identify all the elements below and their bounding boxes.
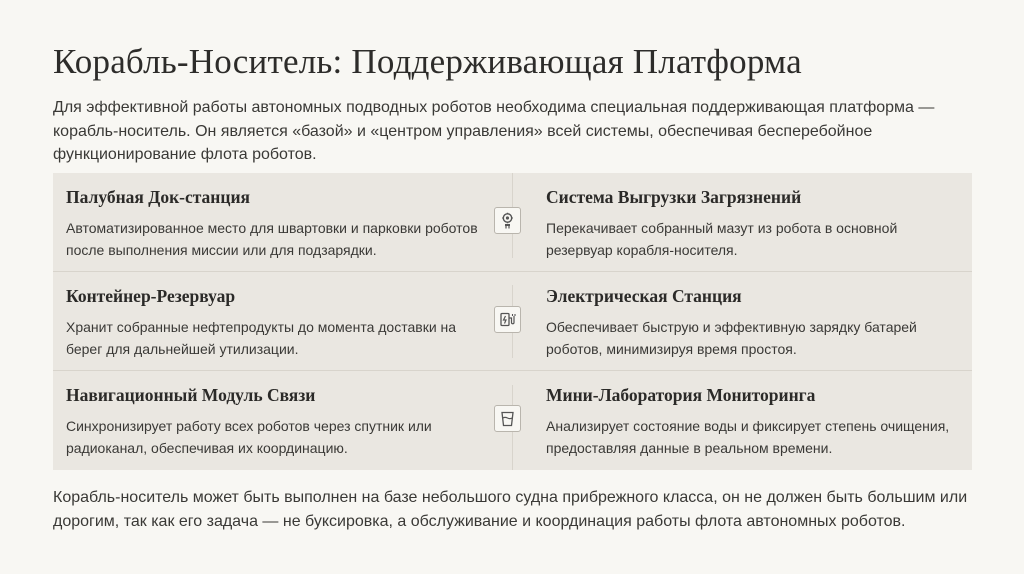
feature-title: Навигационный Модуль Связи <box>66 385 316 405</box>
feature-navigation-module <box>66 385 486 459</box>
feature-electric-station <box>546 286 966 360</box>
feature-description: Хранит собранные нефтепродукты до момента доставки на берег для дальнейшей утилизации. <box>66 319 457 357</box>
features-grid <box>53 173 972 470</box>
intro-paragraph: Для эффективной работы автономных подводных роботов необходима специальная поддерживающая платформа — корабль-носитель. Он является «базой» и «центром управления» всей системы, обеспечивая бесперебойное функционирование флота роботов. <box>53 99 935 163</box>
feature-title: Палубная Док-станция <box>66 187 251 207</box>
page-title: Корабль-Носитель: Поддерживающая Платформа <box>53 42 802 81</box>
feature-title: Контейнер-Резервуар <box>66 286 236 306</box>
feature-mini-laboratory <box>546 385 966 459</box>
conclusion-paragraph: Корабль-носитель может быть выполнен на базе небольшого судна прибрежного класса, он не должен быть большим или дорогим, так как его задача — не буксировка, а обслуживание и координация работы флота автономных роботов. <box>53 489 968 530</box>
feature-title: Мини-Лаборатория Мониторинга <box>546 385 816 405</box>
feature-description: Автоматизированное место для швартовки и парковки роботов после выполнения миссии или для подзарядки. <box>66 220 478 258</box>
water-glass-icon <box>494 405 521 432</box>
feature-title: Система Выгрузки Загрязнений <box>546 187 802 207</box>
feature-description: Обеспечивает быструю и эффективную зарядку батарей роботов, минимизируя время простоя. <box>546 319 917 357</box>
feature-deck-dock-station <box>66 187 486 261</box>
feature-description: Анализирует состояние воды и фиксирует степень очищения, предоставляя данные в реальном времени. <box>546 418 950 456</box>
charging-station-icon <box>494 306 521 333</box>
row-divider <box>53 370 972 371</box>
feature-description: Перекачивает собранный мазут из робота в основной резервуар корабля-носителя. <box>546 220 898 258</box>
robot-gear-icon <box>494 207 521 234</box>
feature-description: Синхронизирует работу всех роботов через спутник или радиоканал, обеспечивая их координацию. <box>66 418 432 456</box>
feature-title: Электрическая Станция <box>546 286 742 306</box>
feature-pollution-unloading <box>546 187 966 261</box>
row-divider <box>53 271 972 272</box>
feature-container-reservoir <box>66 286 486 360</box>
